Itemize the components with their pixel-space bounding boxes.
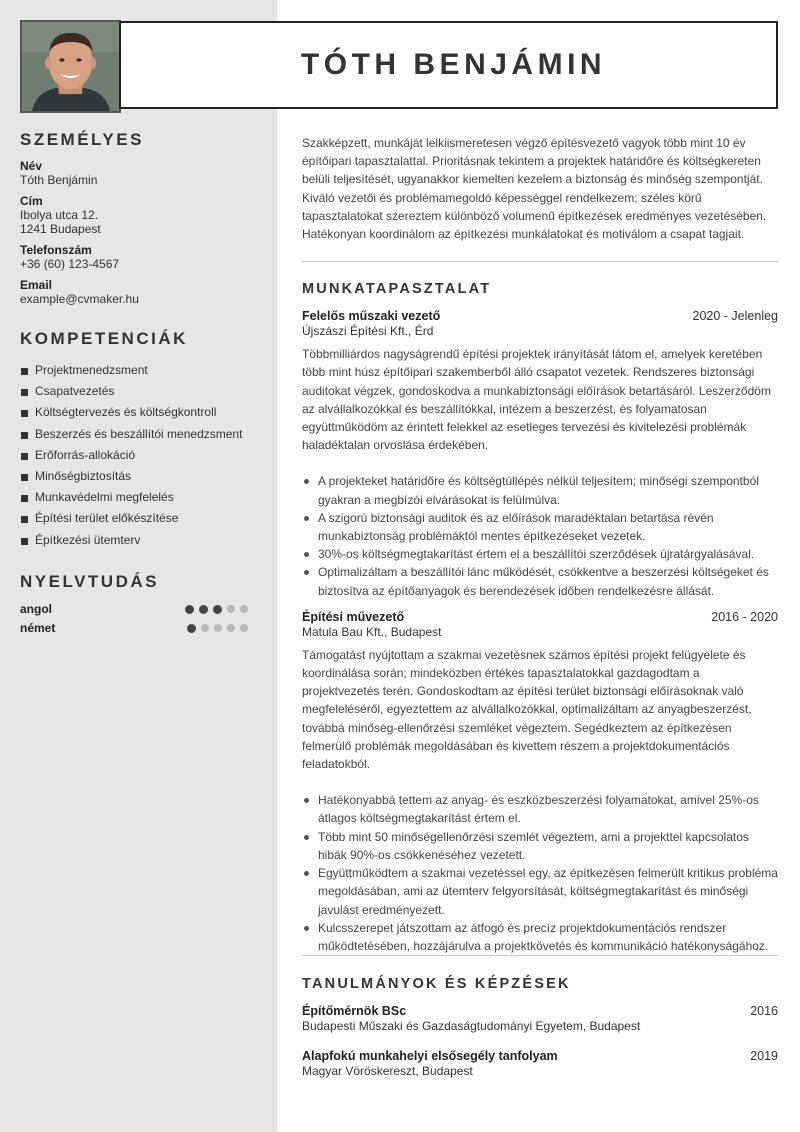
name-value: Tóth Benjámin [20,173,98,187]
job-description: Többmilliárdos nagyságrendű építési projektek irányítását látom el, amelyek keretében több mint húsz építőipari szakemberből álló csapatot vezetek. Rendszeres biztonsági auditokat végzek, gondoskodva a munkabiztonsági előírások betartásáról. Leszerződöm az alvállalkozókkal és beszállítókkal, intézem a beszerzést, és folyamatosan együttműködöm az érintett felekkel az esetleges tervezési és kivitelezési problémák haladéktalan orvoslása érdekében. [302,347,771,453]
level-dot-empty [240,624,248,632]
list-item: A szigorú biztonsági auditok és az előírások maradéktalan betartása révén munkabiztonság problémáktól mentes építkezéseket vezetek. [302,509,778,545]
language-name: angol [20,602,52,617]
job-entry [302,309,778,600]
list-item: Együttműködtem a szakmai vezetéssel egy, az építkezésen felmerült kritikus probléma megoldásában, ami az ütemterv felgyorsítását, költségmegtakarítást és minőségi javulást eredményezett. [302,864,778,919]
level-dot-empty [227,624,235,632]
list-item: Több mint 50 minőségellenőrzési szemlét végeztem, ami a projekttel kapcsolatos hibák 90%-os csökkenéséhez vezetett. [302,828,778,864]
list-item: 30%-os költségmegtakarítást értem el a beszállítói szerződések újratárgyalásával. [302,545,778,563]
list-item: Beszerzés és beszállítói menedzsment [20,424,260,445]
list-item: Kulcsszerepet játszottam az átfogó és precíz projektdokumentációs rendszer működtetésében, hozzájárulva a projektkövetés és kommunikáció hatékonyságához. [302,919,778,955]
list-item: Minőségbiztosítás [20,466,260,487]
email-label: Email [20,278,53,292]
avatar [22,22,119,111]
divider [302,261,778,262]
list-item: Költségtervezés és költségkontroll [20,402,260,423]
experience-heading: MUNKATAPASZTALAT [302,281,492,298]
level-dot-empty [227,605,235,613]
job-date: 2020 - Jelenleg [692,309,778,324]
personal-heading: SZEMÉLYES [20,130,144,149]
level-dot-filled [187,624,196,633]
main-content [302,134,778,1079]
level-dot-filled [213,605,222,614]
list-item: Hatékonyabbá tettem az anyag- és eszközbeszerzési folyamatokat, amivel 25%-os átlagos költségmegtakarítást értem el. [302,791,778,827]
education-title: Építőmérnök BSc [302,1004,407,1019]
language-name: német [20,621,56,636]
list-item: A projekteket határidőre és költségtúllépés nélkül teljesítem; minőségi szempontból gyakran a megbízói elvárásokat is felülmúlva. [302,472,778,508]
level-dot-filled [185,605,194,614]
level-dot-filled [199,605,208,614]
list-item: Optimalizáltam a beszállítói lánc működését, csökkentve a beszerzési költségeket és biztosítva az építőanyagok és berendezések időben rendelkezésre állását. [302,563,778,599]
list-item: Építkezési ütemterv [20,530,260,551]
email-value: example@cvmaker.hu [20,292,139,306]
list-item: Építési terület előkészítése [20,508,260,529]
job-company: Újszászi Építési Kft., Érd [302,324,434,339]
full-name: TÓTH BENJÁMIN [300,48,607,81]
level-dot-empty [214,624,222,632]
phone-value: +36 (60) 123-4567 [20,257,120,271]
language-row [20,600,260,619]
job-title: Építési művezető [302,609,405,624]
list-item: Projektmenedzsment [20,360,260,381]
competencies-heading: KOMPETENCIÁK [20,329,188,348]
language-level [185,605,260,614]
address-line-2: 1241 Budapest [20,222,101,236]
job-date: 2016 - 2020 [711,609,778,624]
job-description: Támogatást nyújtottam a szakmai vezetésnek számos építési projekt felügyelete és koordinálása során; mindeközben értékes tapasztalatokkal gazdagodtam a projektvezetés terén. Gondoskodtam az építési terület biztonsági előírásoknak való megfeleléséről, egyeztettem az alvállalkozókkal, optimalizáltam az anyagbeszerzést, továbbá minőség-ellenőrzési szemléket végeztem. Segédkeztem az építkezésen felmerülő problémák megoldásában és kivettem részem a projektdokumentációs feladatokból. [302,647,752,772]
list-item: Munkavédelmi megfelelés [20,487,260,508]
education-entry [302,1004,778,1034]
level-dot-empty [240,605,248,613]
job-title: Felelős műszaki vezető [302,309,441,324]
profile-photo [20,20,121,113]
education-institution: Magyar Vöröskereszt, Budapest [302,1064,473,1079]
summary-text: Szakképzett, munkáját lelkiismeretesen végző építésvezető vagyok több mint 10 év építőipari tapasztalattal. Prioritásnak tekintem a projektek határidőre és költségkereten belüli teljesítését, ugyanakkor kiemelten kezelem a biztonság és minőség szempontját. Kiváló vezetői és problémamegoldó képességgel rendelkezem; széles körű tapasztalatokat szereztem különböző volumenű építkezések eredményes vezetésében. Hatékonyan koordinálom az építkezési munkálatokat és motiválom a csapat tagjait. [302,136,767,242]
competencies-list [20,360,260,551]
language-row [20,619,260,638]
education-year: 2016 [750,1004,778,1019]
languages-list [20,600,260,638]
phone-label: Telefonszám [20,243,92,257]
education-institution: Budapesti Műszaki és Gazdaságtudományi Egyetem, Budapest [302,1019,641,1034]
language-level [187,624,260,633]
name-header [119,21,778,109]
divider [302,955,778,956]
education-title: Alapfokú munkahelyi elsősegély tanfolyam [302,1049,558,1064]
list-item: Erőforrás-allokáció [20,445,260,466]
address-line-1: Ibolya utca 12. [20,208,99,222]
address-label: Cím [20,194,43,208]
level-dot-empty [201,624,209,632]
job-achievements [302,791,778,955]
job-achievements [302,472,778,599]
personal-section [20,159,260,306]
job-entry [302,610,778,955]
list-item: Csapatvezetés [20,381,260,402]
education-entry [302,1049,778,1079]
education-year: 2019 [750,1049,778,1064]
sidebar-content [20,130,260,638]
job-company: Matula Bau Kft., Budapest [302,624,442,639]
name-label: Név [20,159,43,173]
education-heading: TANULMÁNYOK ÉS KÉPZÉSEK [302,976,571,993]
languages-heading: NYELVTUDÁS [20,571,159,591]
